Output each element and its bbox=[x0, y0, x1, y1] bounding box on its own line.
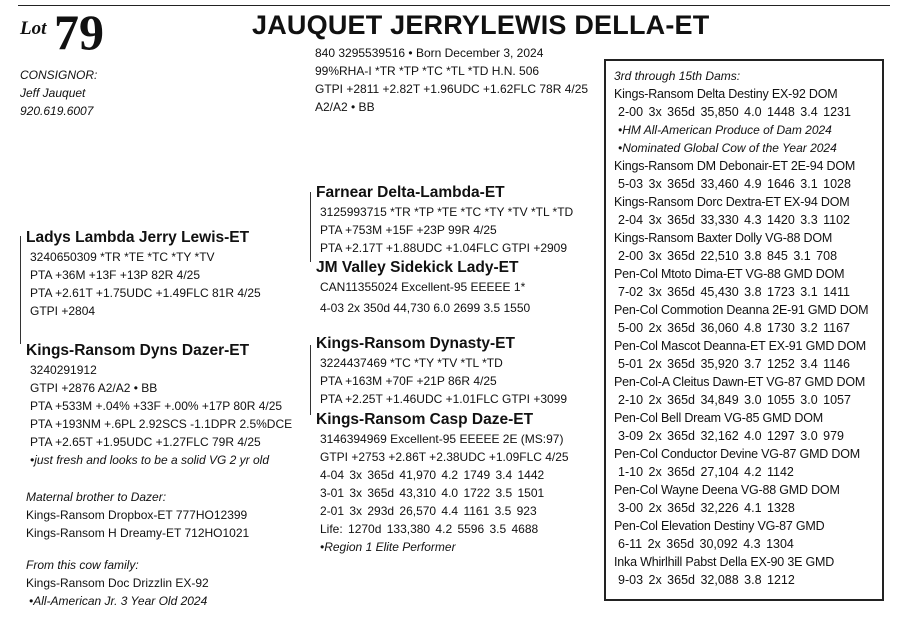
sire-line: PTA +2.61T +1.75UDC +1.49FLC 81R 4/25 bbox=[30, 286, 261, 300]
sire-line: 3240650309 *TR *TE *TC *TY *TV bbox=[30, 250, 215, 264]
dam-entry-record: 5-01 2x 365d 35,920 3.7 1252 3.4 1146 bbox=[618, 357, 851, 371]
consignor-block bbox=[20, 66, 97, 120]
dam-dam-line: GTPI +2753 +2.86T +2.38UDC +1.09FLC 4/25 bbox=[320, 450, 569, 464]
sire-line: PTA +36M +13F +13P 82R 4/25 bbox=[30, 268, 201, 282]
dam-entry-name: Pen-Col Conductor Devine VG-87 GMD DOM bbox=[614, 447, 860, 461]
cow-family-label: From this cow family: bbox=[26, 558, 139, 572]
dam-dam-name: Kings-Ransom Casp Daze-ET bbox=[316, 411, 534, 428]
maternal-brother-label: Maternal brother to Dazer: bbox=[26, 490, 167, 504]
dam-sire-name: Kings-Ransom Dynasty-ET bbox=[316, 335, 515, 352]
dam-dam-record: 3-01 3x 365d 43,310 4.0 1722 3.5 1501 bbox=[320, 486, 545, 500]
dam-entry-record: 5-00 2x 365d 36,060 4.8 1730 3.2 1167 bbox=[618, 321, 851, 335]
dam-entry-note: •HM All-American Produce of Dam 2024 bbox=[618, 123, 832, 137]
dam-entry-record: 7-02 3x 365d 45,430 3.8 1723 3.1 1411 bbox=[618, 285, 851, 299]
consignor-label: CONSIGNOR: bbox=[20, 68, 98, 82]
animal-info-line: 99%RHA-I *TR *TP *TC *TL *TD H.N. 506 bbox=[315, 64, 540, 78]
dam-entry-name: Kings-Ransom DM Debonair-ET 2E-94 DOM bbox=[614, 159, 856, 173]
cow-family-note: •All-American Jr. 3 Year Old 2024 bbox=[29, 594, 208, 608]
sire-sire-bracket bbox=[310, 192, 311, 262]
maternal-brother-item: Kings-Ransom H Dreamy-ET 712HO1021 bbox=[26, 526, 250, 540]
dam-sire-bracket bbox=[310, 345, 311, 415]
animal-info-line: 840 3295539516 • Born December 3, 2024 bbox=[315, 46, 544, 60]
dam-entry-name: Pen-Col Commotion Deanna 2E-91 GMD DOM bbox=[614, 303, 869, 317]
dam-entry-name: Pen-Col Bell Dream VG-85 GMD DOM bbox=[614, 411, 823, 425]
sire-sire-line: 3125993715 *TR *TP *TE *TC *TY *TV *TL *TD bbox=[320, 205, 574, 219]
dam-sire-line: 3224437469 *TC *TY *TV *TL *TD bbox=[320, 356, 503, 370]
dam-dam-record: 2-01 3x 293d 26,570 4.4 1161 3.5 923 bbox=[320, 504, 537, 518]
sire-dam-block bbox=[316, 258, 530, 317]
dam-line: PTA +2.65T +1.95UDC +1.27FLC 79R 4/25 bbox=[30, 435, 261, 449]
dam-entry-record: 5-03 3x 365d 33,460 4.9 1646 3.1 1028 bbox=[618, 177, 851, 191]
sire-sire-name: Farnear Delta-Lambda-ET bbox=[316, 184, 505, 201]
dam-entry-record: 2-04 3x 365d 33,330 4.3 1420 3.3 1102 bbox=[618, 213, 851, 227]
dam-entry-name: Pen-Col Mascot Deanna-ET EX-91 GMD DOM bbox=[614, 339, 866, 353]
dam-entry-name: Pen-Col Elevation Destiny VG-87 GMD bbox=[614, 519, 825, 533]
animal-info-line: A2/A2 • BB bbox=[315, 100, 375, 114]
dam-entry-record: 3-00 2x 365d 32,226 4.1 1328 bbox=[618, 501, 795, 515]
dam-entry-record: 2-00 3x 365d 35,850 4.0 1448 3.4 1231 bbox=[618, 105, 851, 119]
animal-info-line: GTPI +2811 +2.82T +1.96UDC +1.62FLC 78R 4/25 bbox=[315, 82, 589, 96]
dam-entry-name: Kings-Ransom Baxter Dolly VG-88 DOM bbox=[614, 231, 833, 245]
dam-entry-name: Inka Whirlhill Pabst Della EX-90 3E GMD bbox=[614, 555, 835, 569]
dam-dam-record: 4-04 3x 365d 41,970 4.2 1749 3.4 1442 bbox=[320, 468, 545, 482]
lot-label: Lot bbox=[20, 18, 47, 39]
dam-dam-note: •Region 1 Elite Performer bbox=[320, 540, 456, 554]
dam-sire-line: PTA +2.25T +1.46UDC +1.01FLC GTPI +3099 bbox=[320, 392, 568, 406]
animal-title: JAUQUET JERRYLEWIS DELLA-ET bbox=[252, 10, 710, 40]
sire-line: GTPI +2804 bbox=[30, 304, 96, 318]
animal-info bbox=[315, 44, 588, 116]
ancestral-dams-box bbox=[604, 59, 884, 601]
maternal-brother-item: Kings-Ransom Dropbox-ET 777HO12399 bbox=[26, 508, 248, 522]
dam-entry-name: Kings-Ransom Dorc Dextra-ET EX-94 DOM bbox=[614, 195, 850, 209]
lot-number: 79 bbox=[54, 4, 104, 60]
cow-family-name: Kings-Ransom Doc Drizzlin EX-92 bbox=[26, 576, 209, 590]
dam-entry-record: 1-10 2x 365d 27,104 4.2 1142 bbox=[618, 465, 794, 479]
dam-entry-record: 2-10 2x 365d 34,849 3.0 1055 3.0 1057 bbox=[618, 393, 851, 407]
dam-dam-line: 3146394969 Excellent-95 EEEEE 2E (MS:97) bbox=[320, 432, 564, 446]
dam-entry-name: Pen-Col Wayne Deena VG-88 GMD DOM bbox=[614, 483, 840, 497]
sire-dam-line: 4-03 2x 350d 44,730 6.0 2699 3.5 1550 bbox=[320, 301, 531, 315]
sire-dam-line: CAN11355024 Excellent-95 EEEEE 1* bbox=[320, 280, 526, 294]
sire-sire-line: PTA +753M +15F +23P 99R 4/25 bbox=[320, 223, 497, 237]
dam-entry-record: 9-03 2x 365d 32,088 3.8 1212 bbox=[618, 573, 795, 587]
dam-dam-record: Life: 1270d 133,380 4.2 5596 3.5 4688 bbox=[320, 522, 539, 536]
sire-sire-line: PTA +2.17T +1.88UDC +1.04FLC GTPI +2909 bbox=[320, 241, 568, 255]
dam-entry-note: •Nominated Global Cow of the Year 2024 bbox=[618, 141, 837, 155]
dam-line: PTA +533M +.04% +33F +.00% +17P 80R 4/25 bbox=[30, 399, 283, 413]
maternal-brother-block bbox=[26, 488, 249, 542]
dam-entry-name: Pen-Col Mtoto Dima-ET VG-88 GMD DOM bbox=[614, 267, 845, 281]
dam-entry-record: 6-11 2x 365d 30,092 4.3 1304 bbox=[618, 537, 794, 551]
cow-family-block bbox=[26, 556, 209, 610]
dam-entry-record: 3-09 2x 365d 32,162 4.0 1297 3.0 979 bbox=[618, 429, 844, 443]
consignor-name: Jeff Jauquet bbox=[20, 86, 86, 100]
dam-entry-name: Kings-Ransom Delta Destiny EX-92 DOM bbox=[614, 87, 838, 101]
dam-sire-line: PTA +163M +70F +21P 86R 4/25 bbox=[320, 374, 497, 388]
dam-line: GTPI +2876 A2/A2 • BB bbox=[30, 381, 158, 395]
sire-name: Ladys Lambda Jerry Lewis-ET bbox=[26, 229, 250, 246]
sire-block bbox=[26, 228, 261, 320]
dam-sire-block bbox=[316, 334, 567, 408]
sire-sire-block bbox=[316, 183, 573, 257]
dam-entry-name: Pen-Col-A Cleitus Dawn-ET VG-87 GMD DOM bbox=[614, 375, 866, 389]
dam-note: •just fresh and looks to be a solid VG 2 yr old bbox=[30, 453, 269, 467]
dam-block bbox=[26, 341, 292, 469]
dam-line: 3240291912 bbox=[30, 363, 97, 377]
dam-line: PTA +193NM +.6PL 2.92SCS -1.1DPR 2.5%DCE bbox=[30, 417, 293, 431]
dam-entry-record: 2-00 3x 365d 22,510 3.8 845 3.1 708 bbox=[618, 249, 838, 263]
sire-dam-name: JM Valley Sidekick Lady-ET bbox=[316, 259, 519, 276]
top-rule bbox=[18, 5, 890, 6]
ancestral-dams-header: 3rd through 15th Dams: bbox=[614, 69, 741, 83]
consignor-phone: 920.619.6007 bbox=[20, 104, 94, 118]
dam-dam-block bbox=[316, 410, 569, 556]
ancestral-dams-list bbox=[614, 85, 882, 589]
dam-name: Kings-Ransom Dyns Dazer-ET bbox=[26, 342, 250, 359]
sire-bracket bbox=[20, 236, 21, 344]
